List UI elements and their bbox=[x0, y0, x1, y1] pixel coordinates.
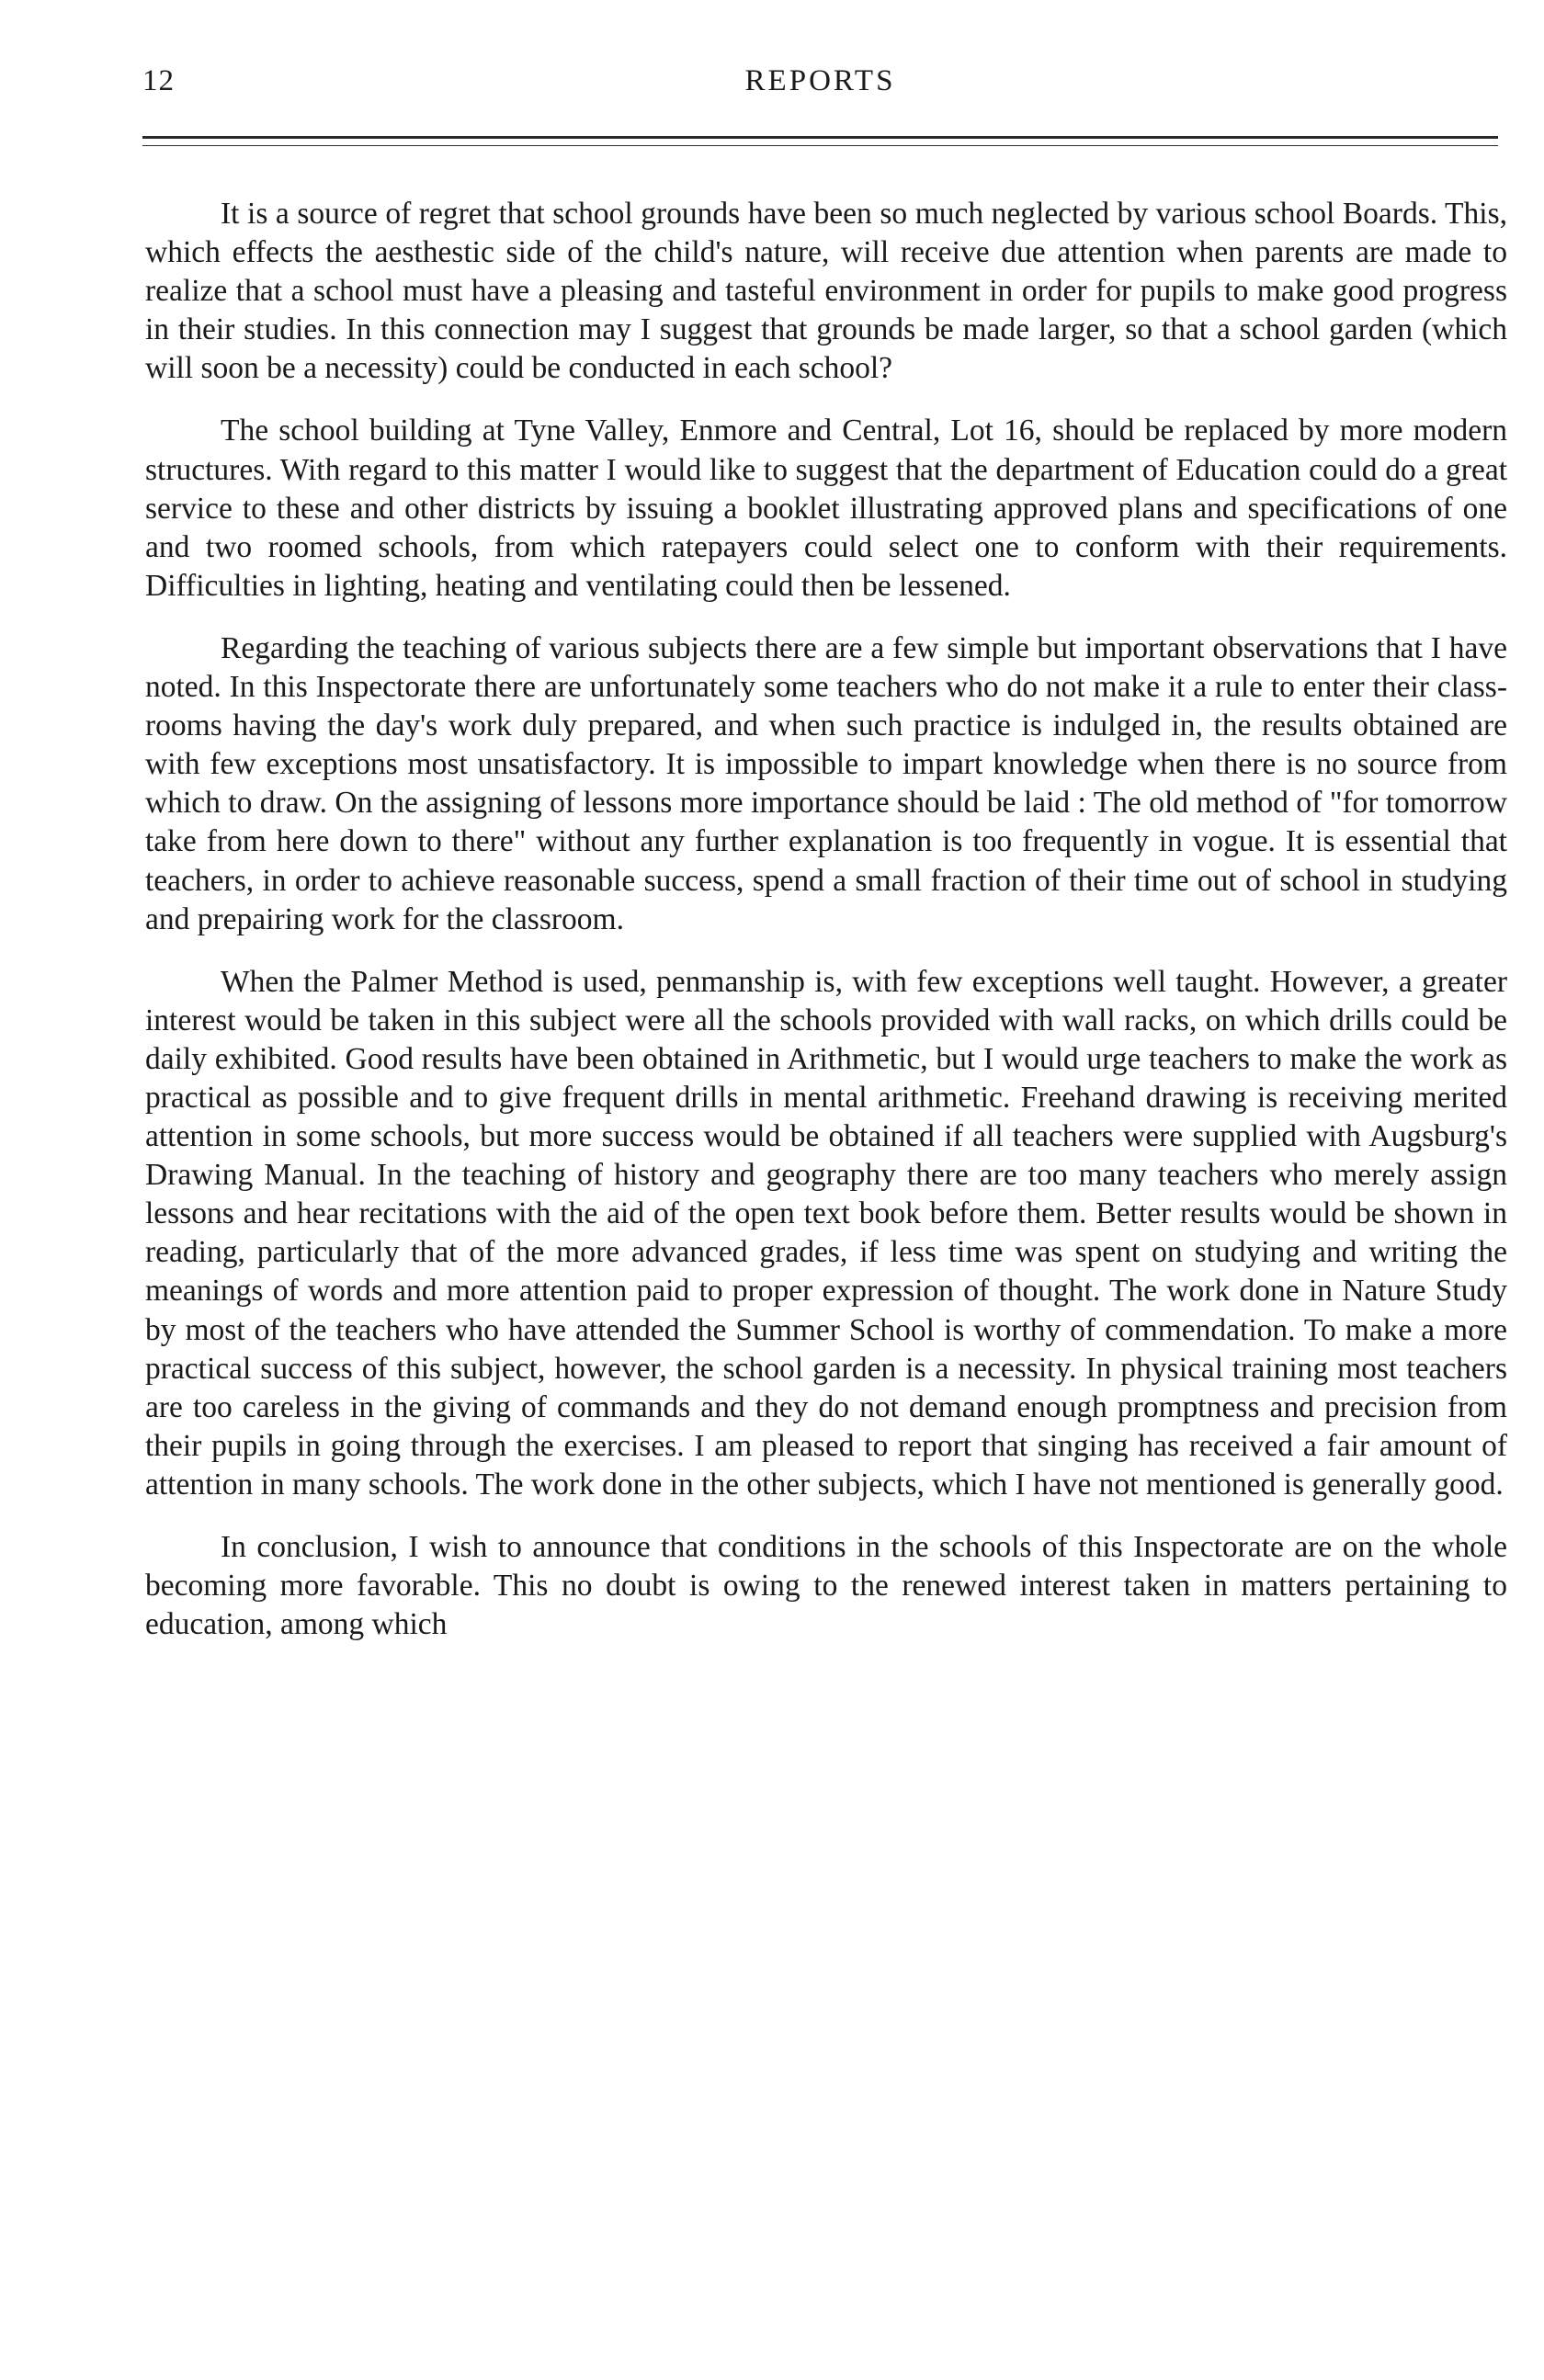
running-head: REPORTS bbox=[744, 64, 896, 97]
page-header bbox=[142, 64, 1498, 110]
header-rule-thin bbox=[142, 145, 1498, 146]
paragraph-conclusion: In conclusion, I wish to announce that conditions in the schools of this Inspectorate are on the whole becoming more favorable. This no doubt is owing to the renewed interest taken in matters pertaining to education, among which bbox=[145, 1530, 1507, 1642]
page-number: 12 bbox=[142, 64, 175, 97]
header-rule-thick bbox=[142, 136, 1498, 139]
paragraph-subjects: When the Palmer Method is used, penmanship is, with few exceptions well taught. However, a greater interest would be taken in this subject were all the schools provided with wall racks, on which drills could be daily exhibited. Good results have been obtained in Arithmetic, but I would urge teachers to make the work as practical as possible and to give frequent drills in mental arithmetic. Freehand drawing is receiving merited attention in some schools, but more success would be obtained if all teachers were supplied with Augsburg's Drawing Manual. In the teaching of history and geography there are too many teachers who merely assign lessons and hear recitations with the aid of the open text book before them. Better results would be shown in reading, particularly that of the more advanced grades, if less time was spent on studying and writing the meanings of words and more attention paid to proper expression of thought. The work done in Nature Study by most of the teachers who have attended the Summer School is worthy of commendation. To make a more practical success of this subject, however, the school garden is a necessity. In physical training most teachers are too careless in the giving of commands and they do not demand enough promptness and precision from their pupils in going through the exercises. I am pleased to report that singing has received a fair amount of attention in many schools. The work done in the other subjects, which I have not mentioned is generally good. bbox=[145, 964, 1507, 1502]
body-text bbox=[145, 195, 1507, 1668]
paragraph-school-grounds: It is a source of regret that school grounds have been so much neglected by various school Boards. This, which effects the aesthestic side of the child's nature, will receive due attention when parents are made to realize that a school must have a pleasing and tasteful environment in order for pupils to make good progress in their studies. In this connection may I suggest that grounds be made larger, so that a school garden (which will soon be a necessity) could be conducted in each school? bbox=[145, 197, 1507, 386]
paragraph-school-buildings: The school building at Tyne Valley, Enmore and Central, Lot 16, should be replaced by more modern structures. With regard to this matter I would like to suggest that the department of Education could do a great service to these and other districts by issuing a booklet illustrating approved plans and specifications of one and two roomed schools, from which ratepayers could select one to conform with their requirements. Difficulties in lighting, heating and ventilating could then be lessened. bbox=[145, 414, 1507, 603]
paragraph-teaching-observations: Regarding the teaching of various subjects there are a few simple but important observations that I have noted. In this Inspectorate there are unfortunately some teachers who do not make it a rule to enter their class-rooms having the day's work duly prepared, and when such practice is indulged in, the results obtained are with few exceptions most unsatisfactory. It is impossible to impart knowledge when there is no source from which to draw. On the assigning of lessons more importance should be laid : The old method of "for tomorrow take from here down to there" without any further explanation is too frequently in vogue. It is essential that teachers, in order to achieve reasonable success, spend a small fraction of their time out of school in studying and prepairing work for the classroom. bbox=[145, 630, 1507, 936]
